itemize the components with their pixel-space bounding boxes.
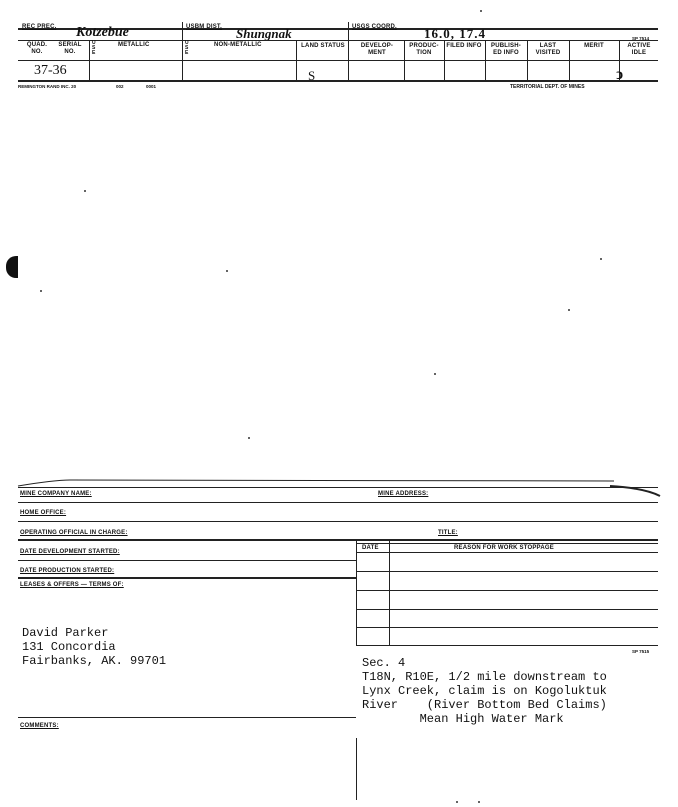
row-line (18, 521, 658, 522)
published-info-header: PUBLISH-ED INFO (491, 43, 521, 56)
scan-speck (84, 190, 86, 192)
metallic-header: METALLIC (118, 42, 150, 48)
row-line (356, 645, 658, 646)
row-line (356, 609, 658, 610)
imprint-code-1: 002 (116, 84, 124, 89)
usbm-dist-label: USBM DIST. (186, 24, 223, 30)
date-column-header: DATE (362, 545, 379, 551)
row-line (356, 590, 658, 591)
owner-city: Fairbanks, AK. 99701 (22, 654, 167, 668)
home-office-label: HOME OFFICE: (20, 510, 67, 516)
divider (348, 22, 349, 80)
quad-no-header: QUAD. NO. (26, 42, 48, 55)
row-line (356, 552, 658, 553)
reason-column-header: REASON FOR WORK STOPPAGE (454, 545, 554, 551)
location-line-5: Mean High Water Mark (362, 712, 564, 726)
scan-speck (478, 801, 480, 803)
location-line-3: Lynx Creek, claim is on Kogoluktuk (362, 684, 607, 698)
divider (356, 539, 357, 646)
row-line (18, 40, 658, 41)
row-line (18, 60, 658, 61)
bottom-border (18, 80, 658, 82)
comments-label: COMMENTS: (20, 723, 59, 729)
scan-speck (248, 437, 250, 439)
serial-no-header: SERIAL NO. (58, 42, 82, 55)
location-line-4: River (River Bottom Bed Claims) (362, 698, 607, 712)
location-line-2: T18N, R10E, 1/2 mile downstream to (362, 670, 607, 684)
department-imprint: TERRITORIAL DEPT. OF MINES (510, 84, 585, 90)
location-line-1: Sec. 4 (362, 656, 406, 670)
divider (182, 22, 183, 80)
scan-speck (568, 309, 570, 311)
date-development-label: DATE DEVELOPMENT STARTED: (20, 549, 120, 555)
divider (356, 738, 357, 800)
active-idle-value: ↄ (616, 66, 624, 83)
scan-speck (480, 10, 482, 12)
imprint-code-2: 0001 (146, 84, 157, 89)
usgs-coord-value: 16.0, 17.4 (424, 26, 486, 41)
mine-address-label: MINE ADDRESS: (378, 491, 429, 497)
owner-name: David Parker (22, 626, 109, 640)
printer-imprint: REMINGTON RAND INC. 20 (18, 84, 77, 89)
scan-speck (40, 290, 42, 292)
row-line (356, 543, 658, 544)
mine-company-name-label: MINE COMPANY NAME: (20, 491, 92, 497)
row-line (18, 560, 356, 561)
form-number: SP 7514 (632, 36, 650, 41)
usgs-coord-label: USGS COORD. (352, 24, 397, 30)
merit-header: MERIT (584, 43, 604, 49)
date-production-label: DATE PRODUCTION STARTED: (20, 568, 115, 574)
filed-info-header: FILED INFO (446, 43, 482, 49)
development-header: DEVELOP-MENT (360, 43, 394, 56)
row-line (18, 717, 356, 718)
bottom-form-number: SP 7515 (632, 649, 650, 654)
row-line (356, 571, 658, 572)
scan-speck (226, 270, 228, 272)
non-metallic-header: NON-METALLIC (214, 42, 262, 48)
active-idle-header: ACTIVE IDLE (627, 43, 651, 56)
row-line (18, 487, 658, 488)
scan-speck (456, 801, 458, 803)
rec-prec-label: REC PREC. (22, 24, 57, 30)
land-status-value: S (308, 68, 316, 83)
production-header: PRODUC-TION (409, 43, 439, 56)
leases-label: LEASES & OFFERS — TERMS OF: (20, 582, 124, 588)
quad-serial-value: 37-36 (34, 63, 67, 78)
scan-speck (434, 373, 436, 375)
divider (389, 539, 390, 646)
operating-official-label: OPERATING OFFICIAL IN CHARGE: (20, 530, 128, 536)
usbm-dist-value: Shungnak (236, 26, 292, 41)
row-line (356, 627, 658, 628)
title-label: TITLE: (438, 530, 458, 536)
use-header-2: U S E (185, 40, 189, 56)
row-line (18, 577, 356, 579)
rec-prec-value: Kotzebue (76, 25, 129, 40)
owner-street: 131 Concordia (22, 640, 116, 654)
row-line (18, 502, 658, 503)
last-visited-header: LAST VISITED (535, 43, 561, 56)
land-status-header: LAND STATUS (301, 43, 345, 49)
scan-speck (600, 258, 602, 260)
punch-hole-mark (6, 256, 18, 278)
use-header: U S E (92, 40, 96, 56)
row-line (18, 539, 658, 541)
